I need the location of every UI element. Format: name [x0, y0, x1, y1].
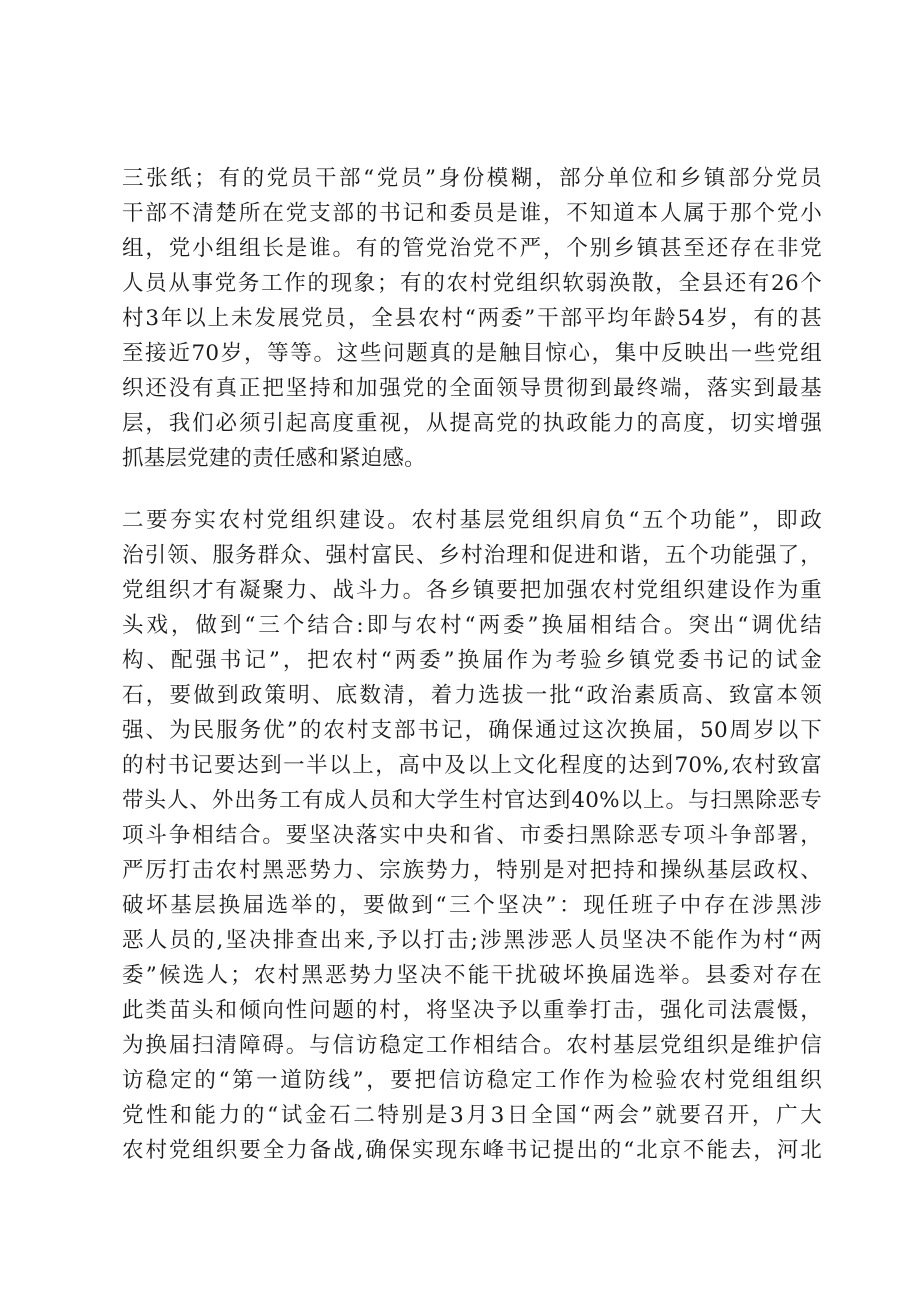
text-line: 带头人、外出务工有成人员和大学生村官达到40%以上。与扫黑除恶专 [122, 788, 822, 813]
text-line: 石，要做到政策明、底数清，着力选拔一批“政治素质高、致富本领 [122, 683, 822, 708]
text-line: 为换届扫清障碍。与信访稳定工作相结合。农村基层党组织是维护信 [122, 1033, 822, 1058]
paragraph-1 [122, 161, 822, 476]
text-line: 党性和能力的“试金石二特别是3月3日全国“两会”就要召开，广大 [122, 1103, 822, 1128]
paragraph-2 [122, 503, 822, 1168]
text-line: 抓基层党建的责任感和紧迫感。 [122, 446, 426, 471]
text-line: 党组织才有凝聚力、战斗力。各乡镇要把加强农村党组织建设作为重 [122, 578, 822, 603]
text-line: 的村书记要达到一半以上，高中及以上文化程度的达到70%,农村致富 [122, 753, 822, 778]
text-line: 村3年以上未发展党员，全县农村“两委”干部平均年龄54岁，有的甚 [122, 306, 822, 331]
text-line: 委”候选人；农村黑恶势力坚决不能干扰破坏换届选举。县委对存在 [122, 963, 822, 988]
text-line: 恶人员的,坚决排查出来,予以打击;涉黑涉恶人员坚决不能作为村“两 [122, 928, 822, 953]
text-line: 人员从事党务工作的现象；有的农村党组织软弱涣散，全县还有26个 [122, 271, 822, 296]
text-line: 头戏，做到“三个结合:即与农村“两委”换届相结合。突出“调优结 [122, 613, 822, 638]
text-line: 严厉打击农村黑恶势力、宗族势力，特别是对把持和操纵基层政权、 [122, 858, 822, 883]
text-line: 层，我们必须引起高度重视，从提高党的执政能力的高度，切实增强 [122, 411, 822, 436]
text-line: 干部不清楚所在党支部的书记和委员是谁，不知道本人属于那个党小 [122, 201, 822, 226]
text-line: 至接近70岁，等等。这些问题真的是触目惊心，集中反映出一些党组 [122, 341, 822, 366]
text-line: 此类苗头和倾向性问题的村，将坚决予以重拳打击，强化司法震慑， [122, 998, 822, 1023]
text-line: 访稳定的“第一道防线”，要把信访稳定工作作为检验农村党组组织 [122, 1068, 822, 1093]
text-line: 破坏基层换届选举的，要做到“三个坚决”：现任班子中存在涉黑涉 [122, 893, 822, 918]
text-line: 强、为民服务优”的农村支部书记，确保通过这次换届，50周岁以下 [122, 718, 822, 743]
text-line: 组，党小组组长是谁。有的管党治党不严，个别乡镇甚至还存在非党 [122, 236, 822, 261]
text-line: 三张纸；有的党员干部“党员”身份模糊，部分单位和乡镇部分党员 [122, 166, 822, 191]
text-line: 构、配强书记”，把农村“两委”换届作为考验乡镇党委书记的试金 [122, 648, 822, 673]
text-line: 项斗争相结合。要坚决落实中央和省、市委扫黑除恶专项斗争部署， [122, 823, 822, 848]
text-line: 织还没有真正把坚持和加强党的全面领导贯彻到最终端，落实到最基 [122, 376, 822, 401]
text-line: 农村党组织要全力备战,确保实现东峰书记提出的“北京不能去，河北 [122, 1138, 822, 1163]
text-line: 二要夯实农村党组织建设。农村基层党组织肩负“五个功能”，即政 [122, 508, 822, 533]
text-line: 治引领、服务群众、强村富民、乡村治理和促进和谐，五个功能强了， [122, 543, 822, 568]
